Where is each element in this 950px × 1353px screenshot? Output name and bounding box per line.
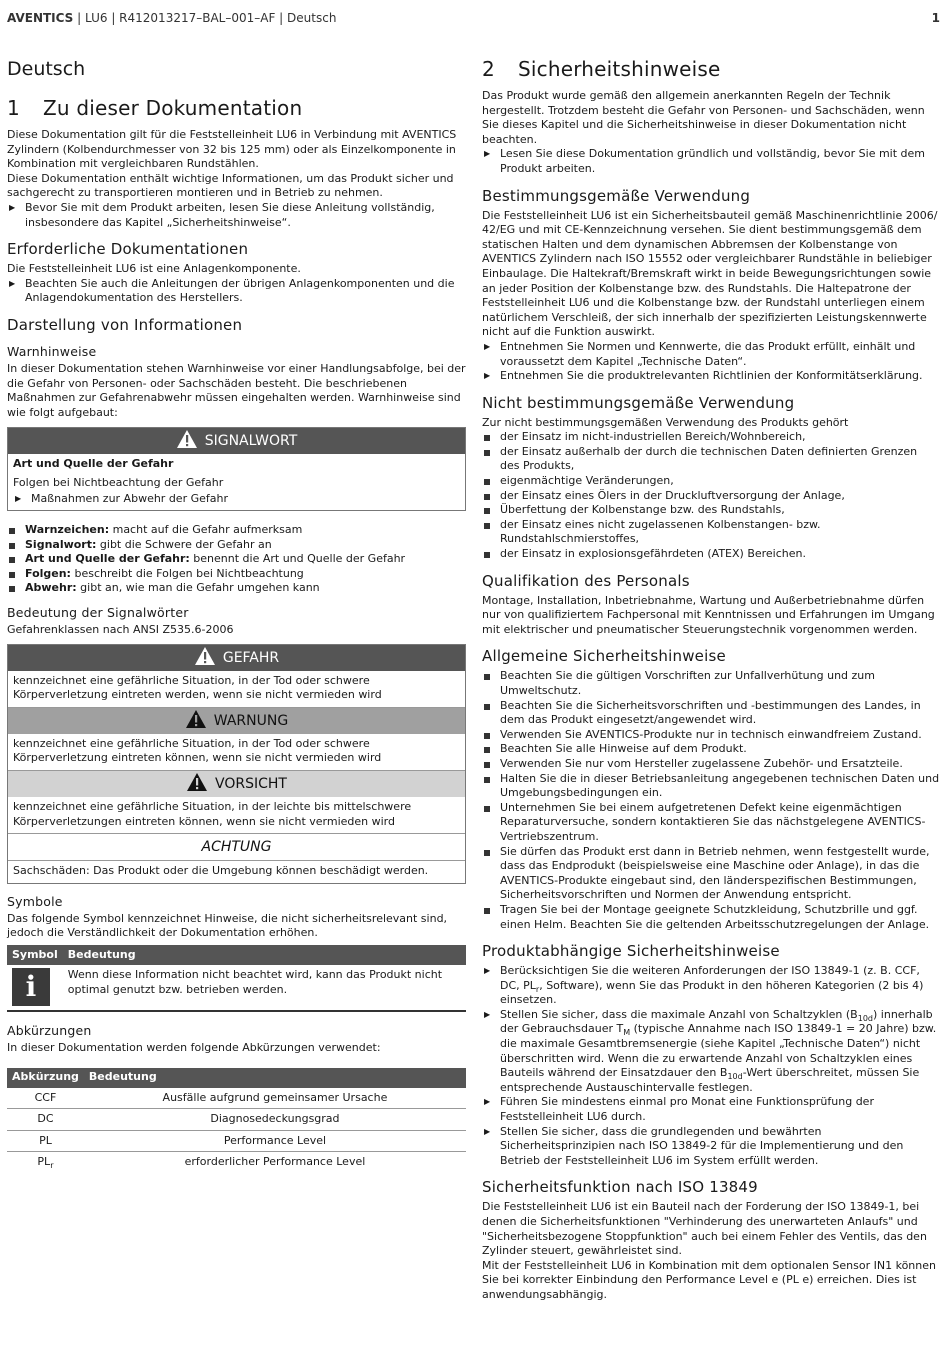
abbreviation-cell: CCF: [7, 1088, 84, 1109]
notice-bar: [8, 834, 465, 861]
legend-item: Signalwort: gibt die Schwere der Gefahr an: [7, 538, 466, 553]
abbreviation-cell: DC: [7, 1109, 84, 1131]
symbol-column-header: Symbol: [7, 945, 63, 965]
danger-bar: [8, 645, 465, 671]
caution-bar: [8, 771, 465, 797]
list-item: Sie dürfen das Produkt erst dann in Betrieb nehmen, wenn festgestellt wurde, dass das Endprodukt (beispielsweise eine Maschine oder Anlage), in das die AVENTICS-Produkte eingebaut sind, den länderspezifischen Bestimmungen, Sicherheitsvorschriften und Normen der Anwendung entspricht.: [482, 845, 940, 903]
instruction-list: [482, 147, 940, 176]
paragraph: Die Feststelleinheit LU6 ist ein Sicherheitsbauteil gemäß Maschinenrichtlinie 2006/ 42/EG und mit CE-Kennzeichnung versehen. Sie dient bestimmungsgemäß dem statischen Halten und dem dynamischen Abbremsen der Kolbenstange von AVENTICS Zylindern nach ISO 15552 oder vergleichbarer Rundstähle in beliebiger Einbaulage. Die Haltekraft/Bremskraft wirkt in beide Bewegungsrichtungen sowie an jeder Position der Kolbenstange bzw. des Rundstahls. Die Haltepatrone der Feststelleinheit LU6 und die Kolbenstange bzw. der Rundstahl unterliegen einem natürlichem Verschleiß, der sich innerhalb der spezifizierten Leistungskennwerte nicht auf die Funktion auswirkt.: [482, 208, 938, 339]
instruction-item: ▶ Stellen Sie sicher, dass die grundlegenden und bewährten Sicherheitsprinzipien nach ISO 13849-2 für die Implementierung und den Betrieb der Feststelleinheit LU6 im System erfüllt werden.: [482, 1125, 940, 1169]
warning-bar: [8, 708, 465, 734]
section-1-heading: [7, 95, 466, 121]
legend-item: Folgen: beschreibt die Folgen bei Nichtbeachtung: [7, 567, 466, 582]
minor-heading: Abkürzungen: [7, 1023, 92, 1038]
warning-structure-box: [7, 427, 466, 511]
instruction-item: ▶ Berücksichtigen Sie die weiteren Anforderungen der ISO 13849-1 (z. B. CCF, DC, $PL_r$, Software), wenn Sie das Produkt in den höheren Kategorien (2 bis 4) einsetzen.: [482, 964, 940, 1008]
instruction-item: ▶ Bevor Sie mit dem Produkt arbeiten, lesen Sie diese Anleitung vollständig, insbesondere das Kapitel „Sicherheitshinweise“.: [7, 201, 466, 230]
bullet-list: [482, 669, 940, 932]
subsection-heading: Allgemeine Sicherheitshinweise: [482, 647, 726, 666]
subsection-heading: Darstellung von Informationen: [7, 315, 243, 334]
warning-text: kennzeichnet eine gefährliche Situation, in der Tod oder schwere Körperverletzung eintreten können, wenn sie nicht vermieden wird: [8, 734, 465, 771]
list-item: Beachten Sie die Sicherheitsvorschriften und -bestimmungen des Landes, in dem das Produkt eingesetzt/angewendet wird.: [482, 699, 940, 728]
right-column: [482, 56, 940, 1303]
subsection-heading: Nicht bestimmungsgemäße Verwendung: [482, 393, 795, 412]
meaning-cell: erforderlicher Performance Level: [184, 1155, 366, 1169]
abbreviation-cell: $PL_r$: [37, 1155, 54, 1171]
header-brand: AVENTICS: [7, 11, 74, 25]
page-number: 1: [931, 11, 940, 25]
instruction-item: ▶ Entnehmen Sie die produktrelevanten Richtlinien der Konformitätserklärung.: [482, 369, 940, 384]
hazard-source: Art und Quelle der Gefahr: [13, 457, 174, 471]
instruction-list: [482, 340, 940, 384]
paragraph: Zur nicht bestimmungsgemäßen Verwendung des Produkts gehört: [482, 415, 849, 429]
info-icon: i: [12, 968, 50, 1006]
subsection-heading: Erforderliche Dokumentationen: [7, 240, 249, 259]
list-item: eigenmächtige Veränderungen,: [482, 474, 940, 489]
signal-bar: [8, 428, 465, 454]
paragraph: Mit der Feststelleinheit LU6 in Kombination mit dem optionalen Sensor IN1 können Sie bei korrekter Einbindung den Performance Level e (PL e) erreichen. Dies ist anwendungsabhängig.: [482, 1258, 936, 1301]
list-item: der Einsatz im nicht-industriellen Bereich/Wohnbereich,: [482, 430, 940, 445]
paragraph: In dieser Dokumentation werden folgende Abkürzungen verwendet:: [7, 1041, 381, 1054]
paragraph: Die Feststelleinheit LU6 ist eine Anlagenkomponente.: [7, 262, 301, 276]
signal-words-box: [7, 644, 466, 884]
table-row: [7, 1130, 466, 1152]
instruction-item: ▶ Lesen Sie diese Dokumentation gründlich und vollständig, bevor Sie mit dem Produkt arbeiten.: [482, 147, 940, 176]
meaning-cell: Diagnosedeckungsgrad: [84, 1109, 466, 1131]
signal-word: SIGNALWORT: [204, 433, 298, 450]
page-header: [7, 9, 940, 27]
caution-label: VORSICHT: [215, 776, 287, 793]
paragraph: Montage, Installation, Inbetriebnahme, Wartung und Außerbetriebnahme dürfen nur von qualifiziertem Fachpersonal mit Kenntnissen und Erfahrungen im Umgang mit elektrischer und pneumatischer Steuerungstechnik vorgenommen werden.: [482, 593, 935, 636]
warning-label: WARNUNG: [213, 712, 289, 729]
instruction-list: [7, 277, 466, 306]
paragraph: Gefahrenklassen nach ANSI Z535.6-2006: [7, 623, 234, 637]
danger-text: kennzeichnet eine gefährliche Situation, in der Tod oder schwere Körperverletzung eintreten werden, wenn sie nicht vermieden wird: [8, 671, 465, 708]
instruction-item: ▶ Stellen Sie sicher, dass die maximale Anzahl von Schaltzyklen $(B_{10d})$ innerhalb der Gebrauchsdauer $T_M$ (typische Annahme nach ISO 13849-1 = 20 Jahre) bzw. die maximale Gesamtbremsenergie (siehe Kapitel „Technische Daten“) nicht überschritten wird. Wenn die zu erwartende Anzahl von Schaltzyklen eines Bauteils während der Einsatzdauer den $B_{10d}$-Wert überschreitet, müssen Sie entsprechende Austauschintervalle festlegen.: [482, 1008, 940, 1096]
hazard-consequence: Folgen bei Nichtbeachtung der Gefahr: [13, 475, 224, 489]
list-item: Beachten Sie die gültigen Vorschriften zur Unfallverhütung und zum Umweltschutz.: [482, 669, 940, 698]
table-row: [7, 1152, 466, 1173]
instruction-item: ▶ Entnehmen Sie Normen und Kennwerte, die das Produkt erfüllt, einhält und voraussetzt dem Kapitel „Technische Daten“.: [482, 340, 940, 369]
warning-triangle-icon: [186, 772, 208, 792]
minor-heading: Warnhinweise: [7, 343, 97, 359]
list-item: Verwenden Sie nur vom Hersteller zugelassene Zubehör- und Ersatzteile.: [482, 757, 940, 772]
list-item: der Einsatz eines Ölers in der Druckluftversorgung der Anlage,: [482, 489, 940, 504]
list-item: Unternehmen Sie bei einem aufgetretenen Defekt keine eigenmächtigen Reparaturversuche, sondern kontaktieren Sie das nächstgelegene AVENTICS-Vertriebszentrum.: [482, 801, 940, 845]
paragraph: In dieser Dokumentation stehen Warnhinweise vor einer Handlungsabfolge, bei der die Gefahr von Personen- oder Sachschäden besteht. Die beschriebenen Maßnahmen zur Gefahrenabwehr müssen eingehalten werden. Warnhinweise sind wie folgt aufgebaut:: [7, 361, 466, 419]
danger-label: GEFAHR: [222, 649, 280, 666]
section-number: 1: [7, 96, 20, 120]
legend-item: Art und Quelle der Gefahr: benennt die Art und Quelle der Gefahr: [7, 552, 466, 567]
abbreviation-column-header: Abkürzung: [7, 1068, 84, 1088]
language-title: Deutsch: [7, 58, 86, 80]
header-doc-info: | LU6 | R412013217–BAL–001–AF | Deutsch: [73, 11, 337, 25]
legend-item: Abwehr: gibt an, wie man die Gefahr umgehen kann: [7, 581, 466, 596]
paragraph: Das Produkt wurde gemäß den allgemein anerkannten Regeln der Technik hergestellt. Trotzdem besteht die Gefahr von Personen- und Sachschäden, wenn Sie dieses Kapitel und die Sicherheitshinweise in dieser Dokumentation nicht beachten.: [482, 89, 925, 146]
subsection-heading: Bestimmungsgemäße Verwendung: [482, 186, 751, 205]
paragraph: Diese Dokumentation gilt für die Feststelleinheit LU6 in Verbindung mit AVENTICS Zylindern (Kolbendurchmesser von 32 bis 125 mm) oder als Einzelkomponente in Kombination mit vergleichbaren Rundstählen.: [7, 128, 457, 171]
caution-text: kennzeichnet eine gefährliche Situation, in der leichte bis mittelschwere Körperverletzungen eintreten können, wenn sie nicht vermieden wird: [8, 797, 465, 834]
instruction-item: ▶ Beachten Sie auch die Anleitungen der übrigen Anlagenkomponenten und die Anlagendokumentation des Herstellers.: [7, 277, 466, 306]
hazard-measure-item: ▶ Maßnahmen zur Abwehr der Gefahr: [13, 492, 460, 507]
abbreviation-cell: PL: [7, 1130, 84, 1152]
table-row: [7, 1109, 466, 1131]
meaning-column-header: Bedeutung: [63, 945, 466, 965]
list-item: Überfettung der Kolbenstange bzw. des Rundstahls,: [482, 503, 940, 518]
instruction-list: [482, 964, 940, 1168]
section-number: 2: [482, 57, 495, 81]
list-item: Halten Sie die in dieser Betriebsanleitung angegebenen technischen Daten und Umgebungsbedingungen ein.: [482, 772, 940, 801]
list-item: der Einsatz eines nicht zugelassenen Kolbenstangen- bzw. Rundstahlschmierstoffes,: [482, 518, 940, 547]
warning-legend-list: [7, 523, 466, 596]
paragraph: Die Feststelleinheit LU6 ist ein Bauteil nach der Forderung der ISO 13849-1, bei denen die Sicherheitsfunktionen "Verhinderung des unerwarteten Anlaufs" und "Sicherheitsbezogene Stoppfunktion" auch bei einem Fehler des Ventils, das den Zylinder steuert, gewährleistet sind.: [482, 1200, 927, 1258]
paragraph: Das folgende Symbol kennzeichnet Hinweise, die nicht sicherheitsrelevant sind, jedoch die Verständlichkeit der Dokumentation erhöhen.: [7, 911, 448, 940]
meaning-cell: Ausfälle aufgrund gemeinsamer Ursache: [84, 1088, 466, 1109]
minor-heading: Symbole: [7, 893, 63, 909]
symbol-table: [7, 945, 466, 1012]
warning-triangle-icon: [185, 709, 207, 729]
paragraph: Diese Dokumentation enthält wichtige Informationen, um das Produkt sicher und sachgerecht zu transportieren montieren und in Betrieb zu nehmen.: [7, 171, 454, 200]
minor-heading: Bedeutung der Signalwörter: [7, 605, 189, 621]
list-item: der Einsatz in explosionsgefährdeten (ATEX) Bereichen.: [482, 547, 940, 562]
subsection-heading: Sicherheitsfunktion nach ISO 13849: [482, 1178, 758, 1197]
list-item: Beachten Sie alle Hinweise auf dem Produkt.: [482, 742, 940, 757]
bullet-list: [482, 430, 940, 561]
legend-item: Warnzeichen: macht auf die Gefahr aufmerksam: [7, 523, 466, 538]
notice-label: ACHTUNG: [201, 839, 272, 856]
meaning-column-header: Bedeutung: [84, 1068, 466, 1088]
table-row: [7, 1088, 466, 1109]
section-2-heading: [482, 56, 940, 82]
list-item: Verwenden Sie AVENTICS-Produkte nur in technisch einwandfreiem Zustand.: [482, 728, 940, 743]
left-column: [7, 56, 466, 1179]
symbol-meaning: Wenn diese Information nicht beachtet wird, kann das Produkt nicht optimal genutzt bzw. betrieben werden.: [63, 965, 466, 1011]
instruction-item: ▶ Führen Sie mindestens einmal pro Monat eine Funktionsprüfung der Feststelleinheit LU6 durch.: [482, 1095, 940, 1124]
notice-text: Sachschäden: Das Produkt oder die Umgebung können beschädigt werden.: [13, 864, 429, 878]
section-title: Zu dieser Dokumentation: [43, 96, 303, 120]
list-item: der Einsatz außerhalb der durch die technischen Daten definierten Grenzen des Produkts,: [482, 445, 940, 474]
table-row: [7, 965, 466, 1011]
warning-triangle-icon: [176, 429, 198, 449]
hazard-measures: [8, 491, 465, 511]
abbreviation-table: [7, 1068, 466, 1173]
subsection-heading: Qualifikation des Personals: [482, 571, 690, 590]
meaning-cell: Performance Level: [84, 1130, 466, 1152]
list-item: Tragen Sie bei der Montage geeignete Schutzkleidung, Schutzbrille und ggf. einen Helm. Beachten Sie die geltenden Arbeitsschutzregelungen der Anlage.: [482, 903, 940, 932]
subsection-heading: Produktabhängige Sicherheitshinweise: [482, 942, 780, 961]
instruction-list: [7, 201, 466, 230]
warning-triangle-icon: [194, 646, 216, 666]
section-title: Sicherheitshinweise: [518, 57, 721, 81]
